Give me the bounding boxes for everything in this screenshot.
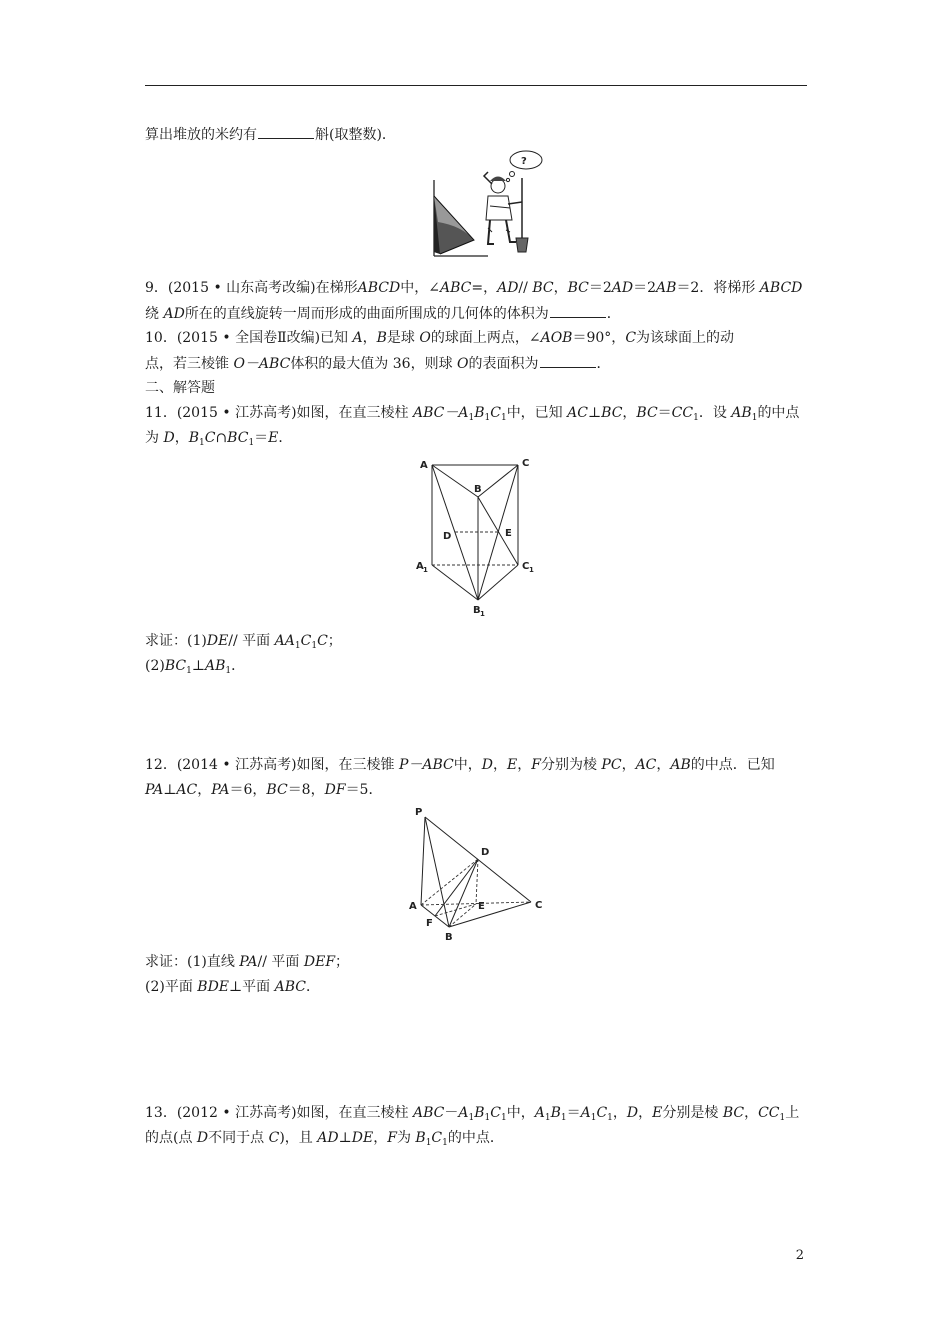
prism-figure (410, 452, 545, 620)
q11-line1: 11．(2015 • 江苏高考)如图，在直三棱柱 $ABC-A_1B_1C_1$中，已知 AC⊥BC，$BC=CC_1$．设 $AB_1$的中点 (145, 405, 800, 423)
svg-text:F: F (426, 918, 433, 929)
svg-text:B: B (474, 484, 482, 495)
q12-line2: PA⊥AC，PA＝6，BC＝8，DF＝5． (145, 782, 383, 798)
q13-line1: 13．(2012 • 江苏高考)如图，在直三棱柱 $ABC-A_1B_1C_1$中，$A_1B_1=A_1C_1$，D，E分别是棱 BC，$CC_1$上 (145, 1105, 800, 1123)
q12-proof1: 求证：(1)直线 PA// 平面 DEF； (145, 954, 350, 970)
answer-blank (540, 353, 596, 368)
svg-text:C: C (522, 458, 530, 469)
header-rule (145, 85, 807, 86)
page-number: 2 (795, 1248, 804, 1263)
svg-text:B: B (445, 932, 453, 943)
q10-line2: 点，若三棱锥 O－ABC体积的最大值为 36，则球 O的表面积为 ． (145, 353, 611, 374)
svg-text:E: E (478, 901, 485, 912)
svg-text:A: A (420, 460, 428, 471)
svg-text:A: A (416, 561, 424, 572)
q12-line1: 12．(2014 • 江苏高考)如图，在三棱锥 P－ABC中，D，E，F分别为棱 PC，AC，AB的中点．已知 (145, 757, 775, 773)
svg-text:1: 1 (423, 566, 428, 574)
svg-text:1: 1 (480, 610, 485, 618)
q12-proof2: (2)平面 BDE⊥平面 ABC． (145, 979, 321, 995)
question-mark: ? (521, 156, 527, 167)
svg-text:C: C (522, 561, 530, 572)
q11-line2: 为 D，$B_1C\cap BC_1=E$． (145, 430, 293, 448)
svg-text:E: E (505, 528, 512, 539)
svg-text:D: D (443, 531, 452, 542)
svg-text:B: B (473, 605, 481, 616)
svg-text:A: A (409, 901, 417, 912)
answer-blank (258, 124, 314, 139)
answer-blank (550, 303, 606, 318)
rice-heap-figure (418, 148, 548, 258)
q11-proof2: $(2)BC_1\perp AB_1$． (145, 658, 246, 676)
q9-line1: 9．(2015 • 山东高考改编)在梯形ABCD中，∠ABC=，AD// BC，BC＝2AD＝2AB＝2．将梯形 ABCD (145, 280, 803, 296)
q10-line1: 10．(2015 • 全国卷Ⅱ改编)已知 A，B是球 O的球面上两点，∠AOB＝90°，C为该球面上的动 (145, 330, 735, 346)
intro-line: 算出堆放的米约有 斛(取整数)． (145, 124, 396, 145)
svg-text:D: D (481, 847, 490, 858)
section-heading: 二、解答题 (145, 380, 215, 396)
q13-line2: 的点(点 D不同于点 C)，且 AD⊥DE，F为 $B_1C_1$的中点． (145, 1130, 504, 1148)
pyramid-figure (405, 805, 553, 945)
svg-text:1: 1 (529, 566, 534, 574)
svg-text:C: C (535, 900, 543, 911)
q11-proof1: 求证：(1)DE// 平面 $AA_1C_1C$； (145, 633, 342, 651)
q9-line2: 绕 AD所在的直线旋转一周而形成的曲面所围成的几何体的体积为 ． (145, 303, 621, 324)
svg-text:P: P (415, 807, 423, 818)
